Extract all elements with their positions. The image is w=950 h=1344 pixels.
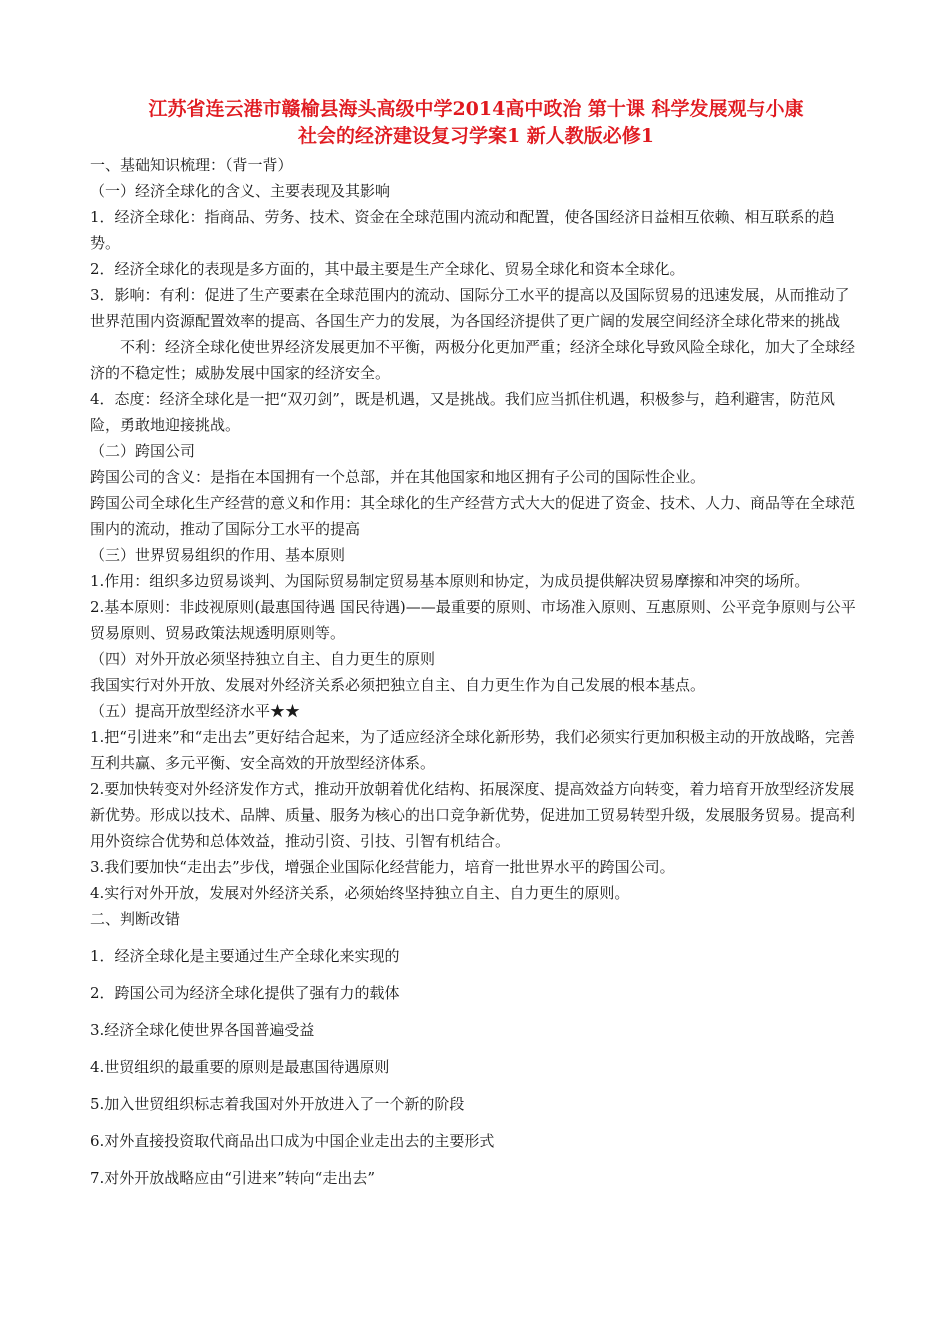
judgement-item-5: 5.加入世贸组织标志着我国对外开放进入了一个新的阶段 [90, 1095, 465, 1113]
section3-paragraph-1: 1.作用：组织多边贸易谈判、为国际贸易制定贸易基本原则和协定，为成员提供解决贸易摩擦和冲突的场所。 [90, 572, 810, 590]
judgement-item-7: 7.对外开放战略应由“引进来”转向“走出去” [90, 1169, 375, 1187]
judgement-item-4: 4.世贸组织的最重要的原则是最惠国待遇原则 [90, 1058, 390, 1076]
section5-paragraph-4: 4.实行对外开放，发展对外经济关系，必须始终坚持独立自主、自力更生的原则。 [90, 884, 630, 902]
section1-paragraph-5: 4．态度：经济全球化是一把“双刃剑”，既是机遇，又是挑战。我们应当抓住机遇，积极参与，趋利避害，防范风险，勇敢地迎接挑战。 [90, 390, 835, 434]
title-line-1: 江苏省连云港市赣榆县海头高级中学2014高中政治 第十课 科学发展观与小康 [148, 98, 804, 120]
judgement-item-2: 2．跨国公司为经济全球化提供了强有力的载体 [90, 984, 400, 1002]
section4-paragraph-1: 我国实行对外开放、发展对外经济关系必须把独立自主、自力更生作为自己发展的根本基点。 [90, 676, 706, 694]
section1-paragraph-2: 2．经济全球化的表现是多方面的，其中最主要是生产全球化、贸易全球化和资本全球化。 [90, 260, 685, 278]
document-page [90, 96, 862, 1202]
section1-paragraph-3: 3．影响：有利：促进了生产要素在全球范围内的流动、国际分工水平的提高以及国际贸易的迅速发展，从而推动了世界范围内资源配置效率的提高、各国生产力的发展，为各国经济提供了更广阔的发展空间经济全球化带来的挑战 [90, 286, 850, 330]
judgement-item-6: 6.对外直接投资取代商品出口成为中国企业走出去的主要形式 [90, 1132, 495, 1150]
section2-paragraph-2: 跨国公司全球化生产经营的意义和作用：其全球化的生产经营方式大大的促进了资金、技术、人力、商品等在全球范围内的流动，推动了国际分工水平的提高 [90, 494, 856, 538]
section3-paragraph-2: 2.基本原则：非歧视原则(最惠国待遇 国民待遇)——最重要的原则、市场准入原则、互惠原则、公平竞争原则与公平贸易原则、贸易政策法规透明原则等。 [90, 598, 856, 642]
part2-heading: 二、判断改错 [90, 910, 181, 928]
section2-paragraph-1: 跨国公司的含义：是指在本国拥有一个总部，并在其他国家和地区拥有子公司的国际性企业。 [90, 468, 706, 486]
section1-paragraph-1: 1．经济全球化：指商品、劳务、技术、资金在全球范围内流动和配置，使各国经济日益相互依赖、相互联系的趋势。 [90, 208, 835, 252]
section4-heading: （四）对外开放必须坚持独立自主、自力更生的原则 [90, 650, 436, 668]
section5-paragraph-1: 1.把“引进来”和“走出去”更好结合起来，为了适应经济全球化新形势，我们必须实行更加积极主动的开放战略，完善互利共赢、多元平衡、安全高效的开放型经济体系。 [90, 728, 855, 772]
section1-paragraph-4: 不利：经济全球化使世界经济发展更加不平衡，两极分化更加严重；经济全球化导致风险全球化，加大了全球经济的不稳定性；威胁发展中国家的经济安全。 [90, 338, 856, 382]
section1-heading: （一）经济全球化的含义、主要表现及其影响 [90, 182, 391, 200]
judgement-item-3: 3.经济全球化使世界各国普遍受益 [90, 1021, 315, 1039]
section3-heading: （三）世界贸易组织的作用、基本原则 [90, 546, 346, 564]
document-title [90, 96, 862, 150]
section5-paragraph-3: 3.我们要加快“走出去”步伐，增强企业国际化经营能力，培育一批世界水平的跨国公司。 [90, 858, 675, 876]
section5-paragraph-2: 2.要加快转变对外经济发作方式，推动开放朝着优化结构、拓展深度、提高效益方向转变，着力培育开放型经济发展新优势。形成以技术、品牌、质量、服务为核心的出口竞争新优势，促进加工贸易转型升级，发展服务贸易。提高利用外资综合优势和总体效益，推动引资、引技、引智有机结合。 [90, 780, 856, 850]
judgement-item-1: 1．经济全球化是主要通过生产全球化来实现的 [90, 947, 400, 965]
section5-heading: （五）提高开放型经济水平★★ [90, 702, 301, 720]
title-line-2: 社会的经济建设复习学案1 新人教版必修1 [297, 125, 655, 147]
part1-heading: 一、基础知识梳理：（背一背） [90, 156, 293, 174]
section2-heading: （二）跨国公司 [90, 442, 196, 460]
